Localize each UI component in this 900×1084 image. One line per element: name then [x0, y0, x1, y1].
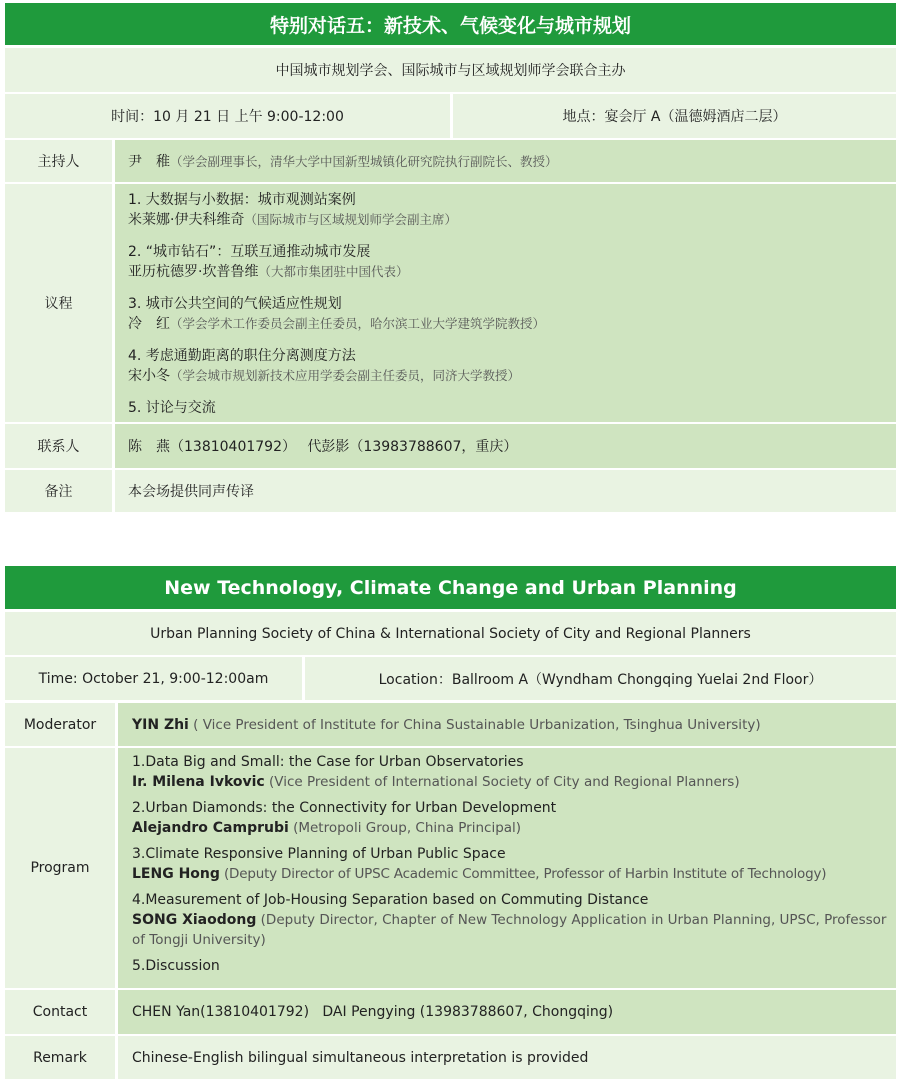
en-program-speaker-line: [132, 772, 888, 792]
cn-agenda-item: [128, 346, 896, 386]
en-program-item: [132, 752, 888, 792]
cn-agenda-speaker-line: [128, 314, 896, 334]
cn-time-location-row: [5, 94, 896, 138]
en-organizers-row: [5, 612, 896, 655]
cn-title-bar: [5, 3, 896, 45]
cn-time-cell: [5, 94, 450, 138]
cn-agenda-speaker-line: [128, 366, 896, 386]
cn-agenda-row: [5, 184, 896, 422]
cn-remark-value-cell: [115, 470, 896, 512]
en-title-bar: [5, 566, 896, 609]
cn-location-cell: [453, 94, 896, 138]
cn-agenda-speaker: 冷 红: [128, 316, 170, 332]
cn-contact-row: [5, 424, 896, 468]
cn-agenda-item: [128, 294, 896, 334]
cn-host-row: [5, 140, 896, 182]
en-program-title: 2.Urban Diamonds: the Connectivity for Urban Development: [132, 800, 557, 816]
cn-agenda-speaker: 亚历杭德罗·坎普鲁维: [128, 264, 259, 280]
cn-host-label: 主持人: [37, 154, 80, 170]
en-program-item: [132, 956, 888, 976]
cn-agenda-title: 1. 大数据与小数据：城市观测站案例: [128, 192, 356, 208]
en-moderator-name: YIN Zhi: [132, 716, 189, 733]
cn-host-name: 尹 稚: [128, 154, 170, 170]
cn-agenda-speaker-line: [128, 210, 896, 230]
en-contact-label: Contact: [32, 1004, 88, 1020]
en-moderator-value-cell: [118, 703, 896, 746]
cn-time: 时间：10 月 21 日 上午 9:00-12:00: [111, 109, 344, 125]
en-program-title: 1.Data Big and Small: the Case for Urban Observatories: [132, 754, 524, 770]
en-remark-label: Remark: [33, 1049, 87, 1066]
cn-contact: 陈 燕（13810401792） 代彭影（13983788607，重庆）: [128, 439, 518, 455]
cn-agenda-label-cell: [5, 184, 112, 422]
cn-remark: 本会场提供同声传译: [128, 484, 254, 500]
en-moderator-line: [132, 717, 896, 733]
en-program-speaker: SONG Xiaodong: [132, 912, 257, 928]
en-program-row: [5, 748, 896, 988]
en-contact-value-cell: [118, 990, 896, 1034]
en-program-title: 4.Measurement of Job-Housing Separation based on Commuting Distance: [132, 892, 649, 908]
en-title: New Technology, Climate Change and Urban Planning: [164, 576, 737, 599]
en-program-desc: (Deputy Director, Chapter of New Technology Application in Urban Planning, UPSC, Professor of Tongji University): [132, 912, 887, 948]
en-time-cell: [5, 657, 302, 700]
cn-agenda-speaker-line: [128, 262, 896, 282]
en-program-speaker-line: [132, 818, 888, 838]
cn-remark-row: [5, 470, 896, 512]
cn-agenda-item: [128, 242, 896, 282]
en-contact-label-cell: [5, 990, 115, 1034]
en-program-speaker: Ir. Milena Ivkovic: [132, 774, 265, 790]
cn-contact-label: 联系人: [37, 439, 80, 455]
english-session-table: [5, 566, 896, 1081]
cn-host-desc: （学会副理事长，清华大学中国新型城镇化研究院执行副院长、教授）: [170, 154, 558, 169]
cn-location: 地点：宴会厅 A（温德姆酒店二层）: [562, 109, 787, 125]
en-location-cell: [305, 657, 896, 700]
cn-host-label-cell: [5, 140, 112, 182]
en-remark-value-cell: [118, 1036, 896, 1079]
cn-agenda-title: 5. 讨论与交流: [128, 400, 216, 416]
en-time-location-row: [5, 657, 896, 700]
en-program-value-cell: [118, 748, 896, 988]
en-program-desc: (Deputy Director of UPSC Academic Committee, Professor of Harbin Institute of Technology): [219, 866, 827, 882]
cn-contact-label-cell: [5, 424, 112, 468]
en-moderator-label: Moderator: [23, 716, 97, 733]
chinese-session-table: [5, 3, 896, 512]
en-program-speaker: LENG Hong: [132, 866, 220, 882]
en-contact: CHEN Yan(13810401792) DAI Pengying (13983788607, Chongqing): [132, 1004, 614, 1020]
en-program-label: Program: [30, 860, 90, 876]
cn-remark-label-cell: [5, 470, 112, 512]
en-moderator-row: [5, 703, 896, 746]
en-program-item: [132, 890, 888, 950]
en-organizers: Urban Planning Society of China & International Society of City and Regional Planners: [150, 625, 751, 642]
cn-agenda-speaker: 宋小冬: [128, 368, 170, 384]
cn-agenda-title: 4. 考虑通勤距离的职住分离测度方法: [128, 348, 356, 364]
cn-agenda-desc: （大都市集团驻中国代表）: [258, 264, 409, 279]
en-moderator-label-cell: [5, 703, 115, 746]
cn-title: 特别对话五：新技术、气候变化与城市规划: [269, 14, 631, 37]
en-location: Location：Ballroom A（Wyndham Chongqing Yuelai 2nd Floor）: [378, 671, 823, 688]
en-program-item: [132, 798, 888, 838]
cn-organizers-row: [5, 48, 896, 92]
en-program-label-cell: [5, 748, 115, 988]
cn-agenda-label: 议程: [44, 296, 73, 312]
en-program-title: 3.Climate Responsive Planning of Urban Public Space: [132, 846, 506, 862]
en-remark-label-cell: [5, 1036, 115, 1079]
cn-agenda-desc: （学会学术工作委员会副主任委员，哈尔滨工业大学建筑学院教授）: [170, 316, 546, 331]
en-program-speaker-line: [132, 864, 888, 884]
cn-remark-label: 备注: [44, 484, 73, 500]
cn-organizers: 中国城市规划学会、国际城市与区域规划师学会联合主办: [275, 63, 626, 79]
cn-agenda-desc: （国际城市与区域规划师学会副主席）: [244, 212, 457, 227]
en-remark: Chinese-English bilingual simultaneous interpretation is provided: [132, 1049, 589, 1066]
en-program-item: [132, 844, 888, 884]
cn-agenda-desc: （学会城市规划新技术应用学委会副主任委员，同济大学教授）: [170, 368, 521, 383]
en-program-title: 5.Discussion: [132, 958, 220, 974]
cn-agenda-title: 3. 城市公共空间的气候适应性规划: [128, 296, 342, 312]
en-program-speaker: Alejandro Camprubi: [132, 820, 289, 836]
cn-contact-value-cell: [115, 424, 896, 468]
en-time: Time: October 21, 9:00-12:00am: [38, 670, 269, 687]
cn-agenda-speaker: 米莱娜·伊夫科维奇: [128, 212, 245, 228]
en-contact-row: [5, 990, 896, 1034]
cn-host-line: [128, 151, 896, 171]
cn-agenda-value-cell: [115, 184, 896, 422]
cn-agenda-item: [128, 398, 896, 418]
en-remark-row: [5, 1036, 896, 1079]
en-moderator-desc: ( Vice President of Institute for China Sustainable Urbanization, Tsinghua University): [188, 716, 761, 733]
cn-agenda-item: [128, 190, 896, 230]
en-program-speaker-line: [132, 910, 888, 950]
cn-host-value-cell: [115, 140, 896, 182]
cn-agenda-title: 2. “城市钻石”：互联互通推动城市发展: [128, 244, 371, 260]
en-program-desc: (Vice President of International Society of City and Regional Planners): [264, 774, 740, 790]
en-program-desc: (Metropoli Group, China Principal): [288, 820, 522, 836]
